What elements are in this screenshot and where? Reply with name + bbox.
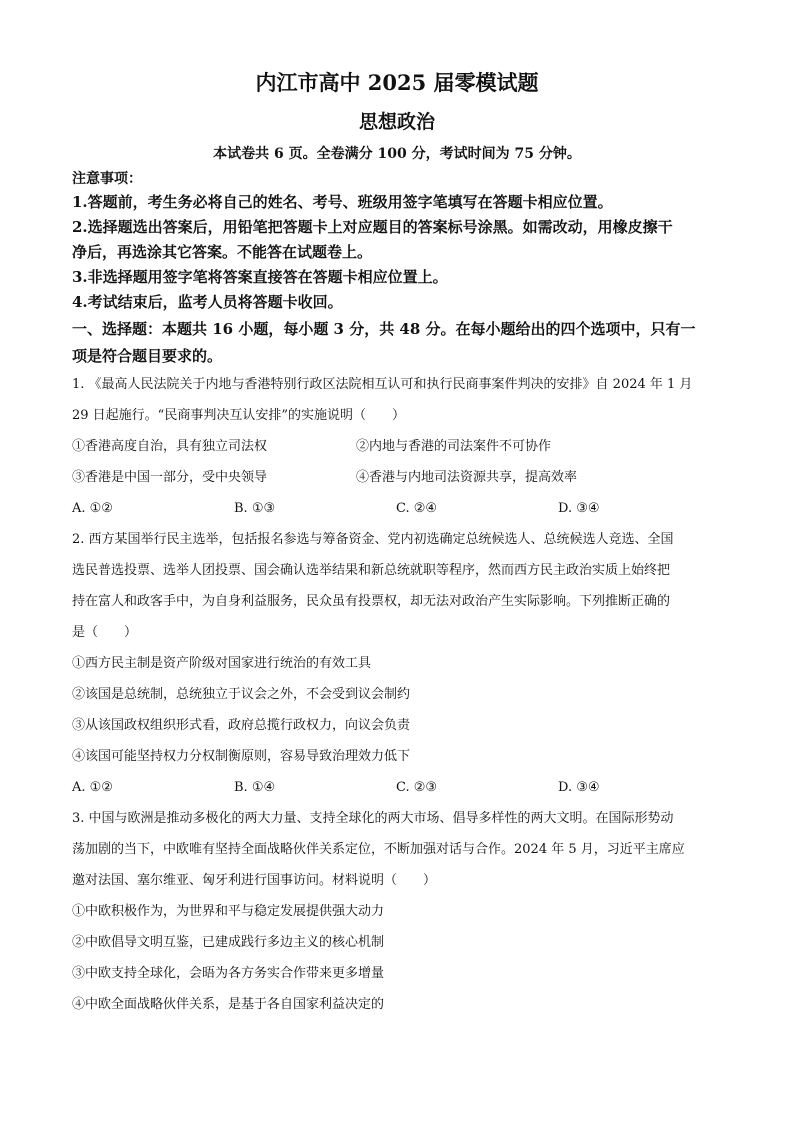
answer-choices — [72, 493, 722, 524]
statement: ②中欧倡导文明互鉴，已建成践行多边主义的核心机制 — [72, 935, 385, 950]
notice-heading: 注意事项： — [72, 171, 142, 187]
statement: ①香港高度自治，具有独立司法权 — [72, 439, 268, 454]
choice-c: C. ②④ — [396, 501, 438, 516]
statement: ④该国可能坚持权力分权制衡原则，容易导致治理效力低下 — [72, 749, 411, 764]
statement-row — [72, 462, 722, 493]
subject-title: 思想政治 — [358, 111, 435, 133]
question-stem-line: 是（ ） — [72, 625, 138, 640]
notice-item: 3.非选择题用签字笔将答案直接答在答题卡相应位置上。 — [72, 268, 448, 286]
statement: ④香港与内地司法资源共享，提高效率 — [356, 470, 578, 485]
question-stem-line: 荡加剧的当下，中欧唯有坚持全面战略伙伴关系定位，不断加强对话与合作。2024 年 5 月，习近平主席应 — [72, 842, 685, 857]
question-stem-line: 3. 中国与欧洲是推动多极化的两大力量、支持全球化的两大市场、倡导多样性的两大文明。在国际形势动 — [72, 811, 674, 826]
statement: ①西方民主制是资产阶级对国家进行统治的有效工具 — [72, 656, 372, 671]
choice-b: B. ①④ — [234, 780, 276, 795]
choice-d: D. ③④ — [558, 780, 600, 795]
statement: ③中欧支持全球化，会晤为各方务实合作带来更多增量 — [72, 966, 385, 981]
question-stem-line: 选民普选投票、选举人团投票、国会确认选举结果和新总统就职等程序，然而西方民主政治实质上始终把 — [72, 563, 671, 578]
section-heading-line: 项是符合题目要求的。 — [72, 347, 223, 365]
question-stem-line: 持在富人和政客手中，为自身利益服务，民众虽有投票权，却无法对政治产生实际影响。下列推断正确的 — [72, 594, 671, 609]
statement: ④中欧全面战略伙伴关系，是基于各自国家利益决定的 — [72, 997, 385, 1012]
statement: ①中欧积极作为，为世界和平与稳定发展提供强大动力 — [72, 904, 385, 919]
question-stem-line: 2. 西方某国举行民主选举，包括报名参选与筹备资金、党内初选确定总统候选人、总统候选人竞选、全国 — [72, 532, 674, 547]
answer-choices — [72, 772, 722, 803]
notice-item: 1.答题前，考生务必将自己的姓名、考号、班级用签字笔填写在答题卡相应位置。 — [72, 193, 613, 211]
statement: ③从该国政权组织形式看，政府总揽行政权力，向议会负责 — [72, 718, 411, 733]
choice-c: C. ②③ — [396, 780, 438, 795]
statement: ②该国是总统制，总统独立于议会之外，不会受到议会制约 — [72, 687, 411, 702]
notice-item: 净后，再选涂其它答案。不能答在试题卷上。 — [72, 243, 373, 261]
notice-item: 2.选择题选出答案后，用铅笔把答题卡上对应题目的答案标号涂黑。如需改动，用橡皮擦干 — [72, 218, 673, 236]
exam-meta: 本试卷共 6 页。全卷满分 100 分，考试时间为 75 分钟。 — [213, 146, 581, 162]
choice-a: A. ①② — [72, 501, 113, 516]
notice-item: 4.考试结束后，监考人员将答题卡收回。 — [72, 293, 343, 311]
choice-d: D. ③④ — [558, 501, 600, 516]
section-heading-line: 一、选择题：本题共 16 小题，每小题 3 分，共 48 分。在每小题给出的四个选项中，只有一 — [72, 320, 696, 338]
choice-a: A. ①② — [72, 780, 113, 795]
question-stem-line: 1. 《最高人民法院关于内地与香港特别行政区法院相互认可和执行民商事案件判决的安排》自 2024 年 1 月 — [72, 377, 693, 392]
choice-b: B. ①③ — [234, 501, 276, 516]
statement: ③香港是中国一部分，受中央领导 — [72, 470, 268, 485]
question-stem-line: 29 日起施行。“民商事判决互认安排”的实施说明（ ） — [72, 408, 405, 423]
statement-row — [72, 431, 722, 462]
question-3 — [72, 803, 722, 1020]
question-1 — [72, 369, 722, 524]
statement: ②内地与香港的司法案件不可协作 — [356, 439, 552, 454]
question-stem-line: 邀对法国、塞尔维亚、匈牙利进行国事访问。材料说明（ ） — [72, 873, 437, 888]
page-title: 内江市高中 2025 届零模试题 — [255, 70, 539, 95]
question-2 — [72, 524, 722, 803]
